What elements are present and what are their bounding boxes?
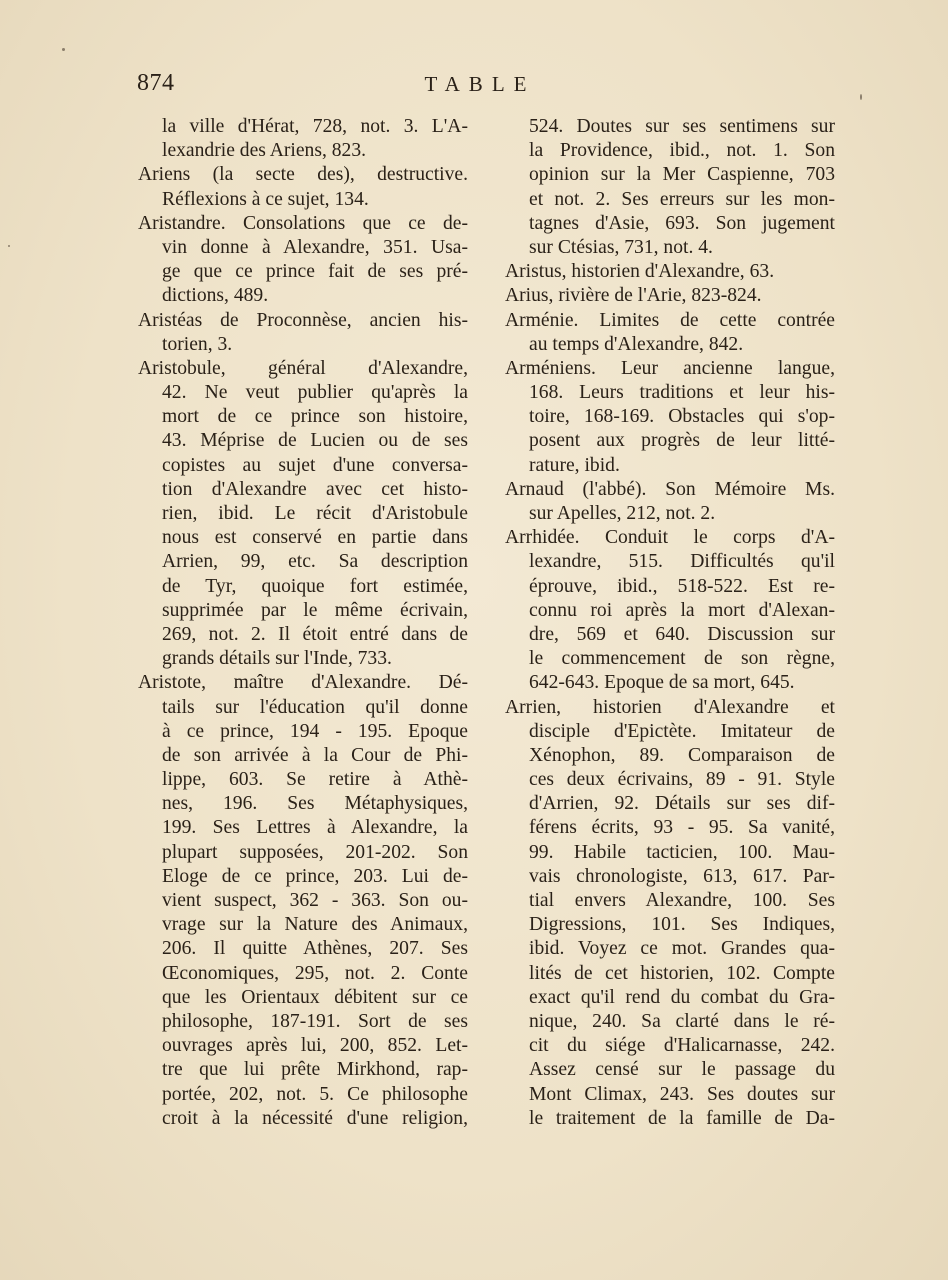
index-continuation-line: plupart supposées, 201-202. Son [162,841,468,863]
index-continuation-line: toire, 168-169. Obstacles qui s'op- [529,406,835,428]
index-continuation-line: ouvrages après lui, 200, 852. Let- [162,1035,468,1057]
index-continuation-line: disciple d'Epictète. Imitateur de [529,720,835,742]
index-entry-line: Arménie. Limites de cette contrée [505,309,835,331]
index-continuation-line: ge que ce prince fait de ses pré- [162,261,468,283]
index-entry-line: Aristobule, général d'Alexandre, [138,357,468,379]
page-header [0,70,948,106]
index-continuation-line: que les Orientaux débitent sur ce [162,986,468,1008]
paper-speck [860,94,862,100]
running-title: TABLE [424,72,536,96]
index-continuation-line: éprouve, ibid., 518-522. Est re- [529,575,835,597]
index-entry-line: Arrhidée. Conduit le corps d'A- [505,527,835,549]
index-continuation-line: le traitement de la famille de Da- [529,1107,835,1129]
index-continuation-line: de Tyr, quoique fort estimée, [162,575,468,597]
index-continuation-line: Eloge de ce prince, 203. Lui de- [162,865,468,887]
index-entry-line: Aristéas de Proconnèse, ancien his- [138,309,468,331]
index-continuation-line: supprimée par le même écrivain, [162,599,468,621]
index-continuation-line: lippe, 603. Se retire à Athè- [162,769,468,791]
index-continuation-line: torien, 3. [162,333,233,355]
index-entry-line: Arnaud (l'abbé). Son Mémoire Ms. [505,478,835,500]
index-continuation-line: rature, ibid. [529,454,620,476]
index-continuation-line: portée, 202, not. 5. Ce philosophe [162,1083,468,1105]
index-continuation-line: 42. Ne veut publier qu'après la [162,382,468,404]
index-continuation-line: Digressions, 101. Ses Indiques, [529,914,835,936]
index-continuation-line: Réflexions à ce sujet, 134. [162,188,369,210]
index-continuation-line: ces deux écrivains, 89 - 91. Style [529,769,835,791]
index-entry-line: Arrien, historien d'Alexandre et [505,696,835,718]
index-continuation-line: ibid. Voyez ce mot. Grandes qua- [529,938,835,960]
index-continuation-line: à ce prince, 194 - 195. Epoque [162,720,468,742]
index-continuation-line: lexandrie des Ariens, 823. [162,140,367,162]
index-continuation-line: dre, 569 et 640. Discussion sur [529,623,835,645]
index-continuation-line: 524. Doutes sur ses sentimens sur [529,116,835,137]
index-entry-line: Aristandre. Consolations que ce de- [138,212,468,234]
index-continuation-line: tre que lui prête Mirkhond, rap- [162,1059,468,1081]
index-continuation-line: Xénophon, 89. Comparaison de [529,744,835,766]
index-continuation-line: grands détails sur l'Inde, 733. [162,648,392,670]
index-continuation-line: nique, 240. Sa clarté dans le ré- [529,1010,835,1032]
index-continuation-line: lexandre, 515. Difficultés qu'il [529,551,835,573]
index-continuation-line: vin donne à Alexandre, 351. Usa- [162,236,468,258]
index-entry-line: Aristus, historien d'Alexandre, 63. [505,261,775,283]
paper-speck [8,245,10,247]
index-continuation-line: copistes au sujet d'une conversa- [162,454,468,476]
index-continuation-line: Arrien, 99, etc. Sa description [162,551,468,573]
index-continuation-line: lités de cet historien, 102. Compte [529,962,835,984]
page-number: 874 [137,70,175,96]
index-continuation-line: exact qu'il rend du combat du Gra- [529,986,835,1008]
index-column-left [138,115,468,1131]
index-continuation-line: vais chronologiste, 613, 617. Par- [529,865,835,887]
index-continuation-line: Œconomiques, 295, not. 2. Conte [162,962,468,984]
index-continuation-line: nes, 196. Ses Métaphysiques, [162,793,468,815]
index-continuation-line: 99. Habile tacticien, 100. Mau- [529,841,835,863]
index-continuation-line: 642-643. Epoque de sa mort, 645. [529,672,795,694]
index-continuation-line: tagnes d'Asie, 693. Son jugement [529,212,835,234]
index-column-right [505,115,835,1131]
index-entry-line: Aristote, maître d'Alexandre. Dé- [138,672,468,694]
index-continuation-line: tails sur l'éducation qu'il donne [162,696,468,718]
index-continuation-line: 269, not. 2. Il étoit entré dans de [162,623,468,645]
index-continuation-line: férens écrits, 93 - 95. Sa vanité, [529,817,835,839]
index-continuation-line: cit du siége d'Halicarnasse, 242. [529,1035,835,1057]
index-continuation-line: mort de ce prince son histoire, [162,406,468,428]
index-continuation-line: tion d'Alexandre avec cet histo- [162,478,468,500]
index-continuation-line: philosophe, 187-191. Sort de ses [162,1010,468,1032]
index-continuation-line: la ville d'Hérat, 728, not. 3. L'A- [162,116,468,137]
index-continuation-line: 199. Ses Lettres à Alexandre, la [162,817,468,839]
index-continuation-line: tial envers Alexandre, 100. Ses [529,890,835,911]
index-continuation-line: au temps d'Alexandre, 842. [529,333,744,355]
index-continuation-line: Mont Climax, 243. Ses doutes sur [529,1083,835,1105]
index-entry-line: Arius, rivière de l'Arie, 823-824. [505,285,762,307]
index-continuation-line: 168. Leurs traditions et leur his- [529,382,835,404]
index-continuation-line: de son arrivée à la Cour de Phi- [162,744,468,766]
index-continuation-line: d'Arrien, 92. Détails sur ses dif- [529,793,835,815]
index-continuation-line: 43. Méprise de Lucien ou de ses [162,430,468,452]
index-continuation-line: le commencement de son règne, [529,648,835,670]
index-continuation-line: opinion sur la Mer Caspienne, 703 [529,164,835,186]
index-entry-line: Arméniens. Leur ancienne langue, [505,357,835,379]
index-continuation-line: vient suspect, 362 - 363. Son ou- [162,890,468,911]
index-continuation-line: croit à la nécessité d'une religion, [162,1107,468,1129]
index-continuation-line: Assez censé sur le passage du [529,1059,835,1081]
index-entry-line: Ariens (la secte des), destructive. [138,164,468,186]
index-continuation-line: et not. 2. Ses erreurs sur les mon- [529,188,835,210]
index-continuation-line: nous est conservé en partie dans [162,527,468,549]
index-continuation-line: vrage sur la Nature des Animaux, [162,914,468,936]
index-continuation-line: rien, ibid. Le récit d'Aristobule [162,503,468,524]
index-continuation-line: dictions, 489. [162,285,269,307]
index-continuation-line: sur Ctésias, 731, not. 4. [529,236,713,258]
index-continuation-line: posent aux progrès de leur litté- [529,430,835,452]
index-continuation-line: la Providence, ibid., not. 1. Son [529,140,835,162]
index-continuation-line: 206. Il quitte Athènes, 207. Ses [162,938,468,960]
index-continuation-line: sur Apelles, 212, not. 2. [529,503,716,524]
index-continuation-line: connu roi après la mort d'Alexan- [529,599,835,621]
paper-speck [62,48,65,51]
